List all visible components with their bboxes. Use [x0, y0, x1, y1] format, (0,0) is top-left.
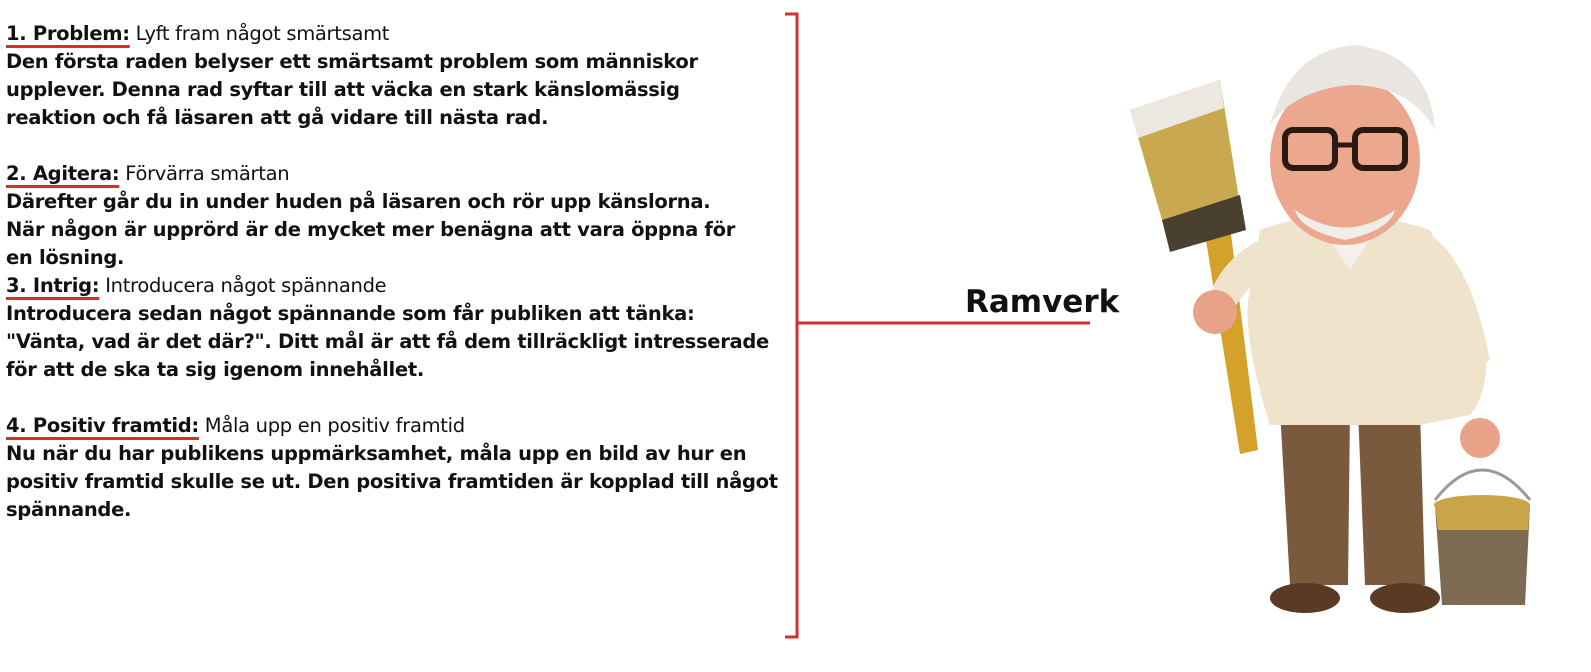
legs-icon: [1270, 410, 1440, 613]
paint-bucket-icon: [1434, 470, 1530, 605]
step-label: 4. Positiv framtid:: [6, 414, 199, 437]
step-subtitle: Måla upp en positiv framtid: [198, 414, 465, 437]
step-label: 1. Problem:: [6, 22, 130, 45]
painter-with-brush-and-bucket-illustration: [1090, 30, 1550, 630]
step-label: 3. Intrig:: [6, 274, 100, 297]
step-description: Introducera sedan något spännande som får publiken att tänka: "Vänta, vad är det där?". Ditt mål är att få dem tillräckligt intresserade för att de ska ta sig igenom innehållet.: [6, 302, 769, 381]
step-description: Därefter går du in under huden på läsaren och rör upp känslorna. När någon är upprörd är de mycket mer benägna att vara öppna för en lösning.: [6, 190, 736, 269]
step-label: 2. Agitera:: [6, 162, 120, 185]
hand-icon: [1460, 418, 1500, 458]
step-subtitle: Förvärra smärtan: [119, 162, 290, 185]
hand-icon: [1193, 290, 1237, 334]
step-description: Nu när du har publikens uppmärksamhet, måla upp en bild av hur en positiv framtid skulle se ut. Den positiva framtiden är kopplad till något spännande.: [6, 442, 778, 521]
step-description: Den första raden belyser ett smärtsamt problem som människor upplever. Denna rad syftar till att väcka en stark känslomässig reaktion och få läsaren att gå vidare till nästa rad.: [6, 50, 698, 129]
framework-title: Ramverk: [965, 284, 1120, 320]
bracket-line: [785, 14, 797, 637]
head-icon: [1270, 45, 1435, 245]
step-subtitle: Lyft fram något smärtsamt: [129, 22, 390, 45]
step-subtitle: Introducera något spännande: [99, 274, 387, 297]
